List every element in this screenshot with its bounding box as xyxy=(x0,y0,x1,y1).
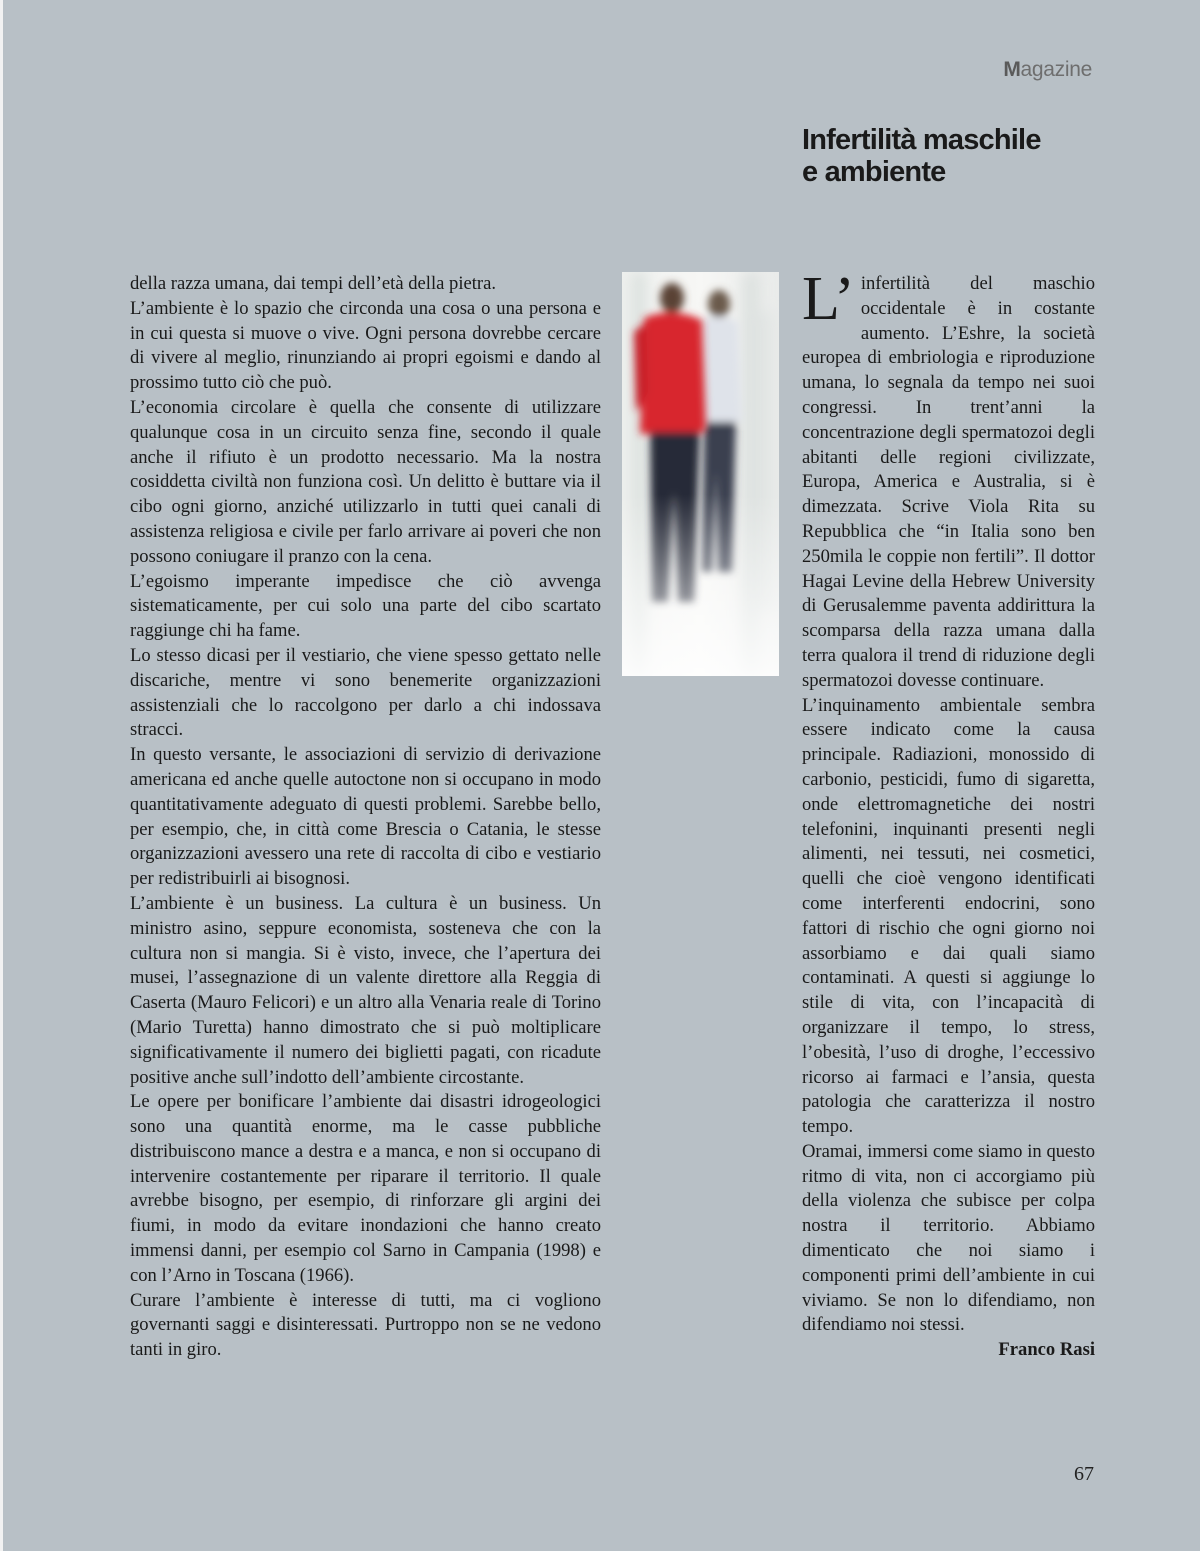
page-number: 67 xyxy=(1074,1463,1094,1485)
section-label xyxy=(1003,58,1092,82)
article-photo-blurred-people xyxy=(622,272,779,676)
page-edge xyxy=(0,0,3,1551)
right-paragraph-1 xyxy=(802,265,1095,694)
article-title-line-1: Infertilità maschile xyxy=(802,124,1041,156)
article-title xyxy=(802,124,1122,188)
drop-cap: L’ xyxy=(802,265,855,333)
left-paragraph-9: Curare l’ambiente è interesse di tutti, ma ci vogliono governanti saggi e disinteressati. Purtroppo non se ne vedono tanti in giro. xyxy=(130,1289,601,1361)
article-title-line-2: e ambiente xyxy=(802,156,946,188)
left-paragraph-4: L’egoismo imperante impedisce che ciò avvenga sistematicamente, per cui solo una parte del cibo scartato raggiunge chi ha fame. xyxy=(130,570,601,642)
author-signature: Franco Rasi xyxy=(998,1339,1095,1361)
left-text-column xyxy=(130,272,601,1363)
left-paragraph-7: L’ambiente è un business. La cultura è un business. Un ministro asino, seppure economista, sosteneva che con la cultura non si mangia. Si è visto, invece, che l’apertura dei musei, l’assegnazione di un valente direttore alla Reggia di Caserta (Mauro Felicori) e un altro alla Venaria reale di Torino (Mario Turetta) hanno dimostrato che si può moltiplicare significativamente il numero dei biglietti pagati, con ricadute positive anche sull’indotto dell’ambiente circostante. xyxy=(130,892,601,1088)
section-label-rest: agazine xyxy=(1020,58,1092,81)
right-text-column xyxy=(802,265,1095,1363)
left-paragraph-1: della razza umana, dai tempi dell’età della pietra. xyxy=(130,273,497,294)
right-paragraph-2: L’inquinamento ambientale sembra essere indicato come la causa principale. Radiazioni, monossido di carbonio, pesticidi, fumo di sigaretta, onde elettromagnetiche dei nostri telefonini, inquinanti presenti negli alimenti, nei tessuti, nei cosmetici, quelli che cioè vengono identificati come interferenti endocrini, sono fattori di rischio che ogni giorno noi assorbiamo e dai quali siamo contaminati. A questi si aggiunge lo stile di vita, con l’incapacità di organizzare il tempo, lo stress, l’obesità, l’uso di droghe, l’eccessivo ricorso ai farmaci e l’ansia, questa patologia che caratterizza il nostro tempo. xyxy=(802,694,1095,1138)
left-paragraph-5: Lo stesso dicasi per il vestiario, che viene spesso gettato nelle discariche, mentre vi sono benemerite organizzazioni assistenziali che lo raccolgono per darlo a chi indossava stracci. xyxy=(130,644,601,741)
section-label-initial: M xyxy=(1003,58,1021,81)
right-paragraph-1-text: infertilità del maschio occidentale è in costante aumento. L’Eshre, la società europea di embriologia e riproduzione umana, lo segnala da tempo nei suoi congressi. In trent’anni la concentrazione degli spermatozoi degli abitanti delle regioni civilizzate, Europa, America e Australia, si è dimezzata. Scrive Viola Rita su Repubblica che “in Italia sono ben 250mila le coppie non fertili”. Il dottor Hagai Levine della Hebrew University di Gerusalemme paventa addirittura la scomparsa della razza umana dalla terra qualora il trend di riduzione degli spermatozoi dovesse continuare. xyxy=(802,273,1095,691)
left-paragraph-3: L’economia circolare è quella che consente di utilizzare qualunque cosa in un circuito senza fine, secondo il quale anche il rifiuto è un prodotto necessario. Ma la nostra cosiddetta civiltà non funziona così. Un delitto è buttare via il cibo ogni giorno, anziché utilizzarlo in tutti quei canali di assistenza religiosa e civile per farlo arrivare ai poveri che non possono coniugare il pranzo con la cena. xyxy=(130,396,601,567)
left-paragraph-8: Le opere per bonificare l’ambiente dai disastri idrogeologici sono una quantità enorme, ma le casse pubbliche distribuiscono mance a destra e a manca, e non si occupano di intervenire costantemente per riparare il territorio. Il quale avrebbe bisogno, per esempio, di rinforzare gli argini dei fiumi, in modo da evitare inondazioni che hanno creato immensi danni, per esempio col Sarno in Campania (1998) e con l’Arno in Toscana (1966). xyxy=(130,1091,601,1286)
right-paragraph-3: Oramai, immersi come siamo in questo ritmo di vita, non ci accorgiamo più della violenza che subisce per colpa nostra il territorio. Abbiamo dimenticato che noi siamo i componenti primi dell’ambiente in cui viviamo. Se non lo difendiamo, non difendiamo noi stessi. xyxy=(802,1140,1095,1336)
left-paragraph-6: In questo versante, le associazioni di servizio di derivazione americana ed anche quelle autoctone non si occupano in modo quantitativamente adeguato di questi problemi. Sarebbe bello, per esempio, che, in città come Brescia o Catania, le stesse organizzazioni avessero una rete di raccolta di cibo e vestiario per redistribuirli ai bisognosi. xyxy=(130,744,601,890)
left-paragraph-2: L’ambiente è lo spazio che circonda una cosa o una persona e in cui questa si muove o vive. Ogni persona dovrebbe cercare di vivere al meglio, rinunziando ai propri egoismi e dando al prossimo tutto ciò che può. xyxy=(130,297,601,394)
